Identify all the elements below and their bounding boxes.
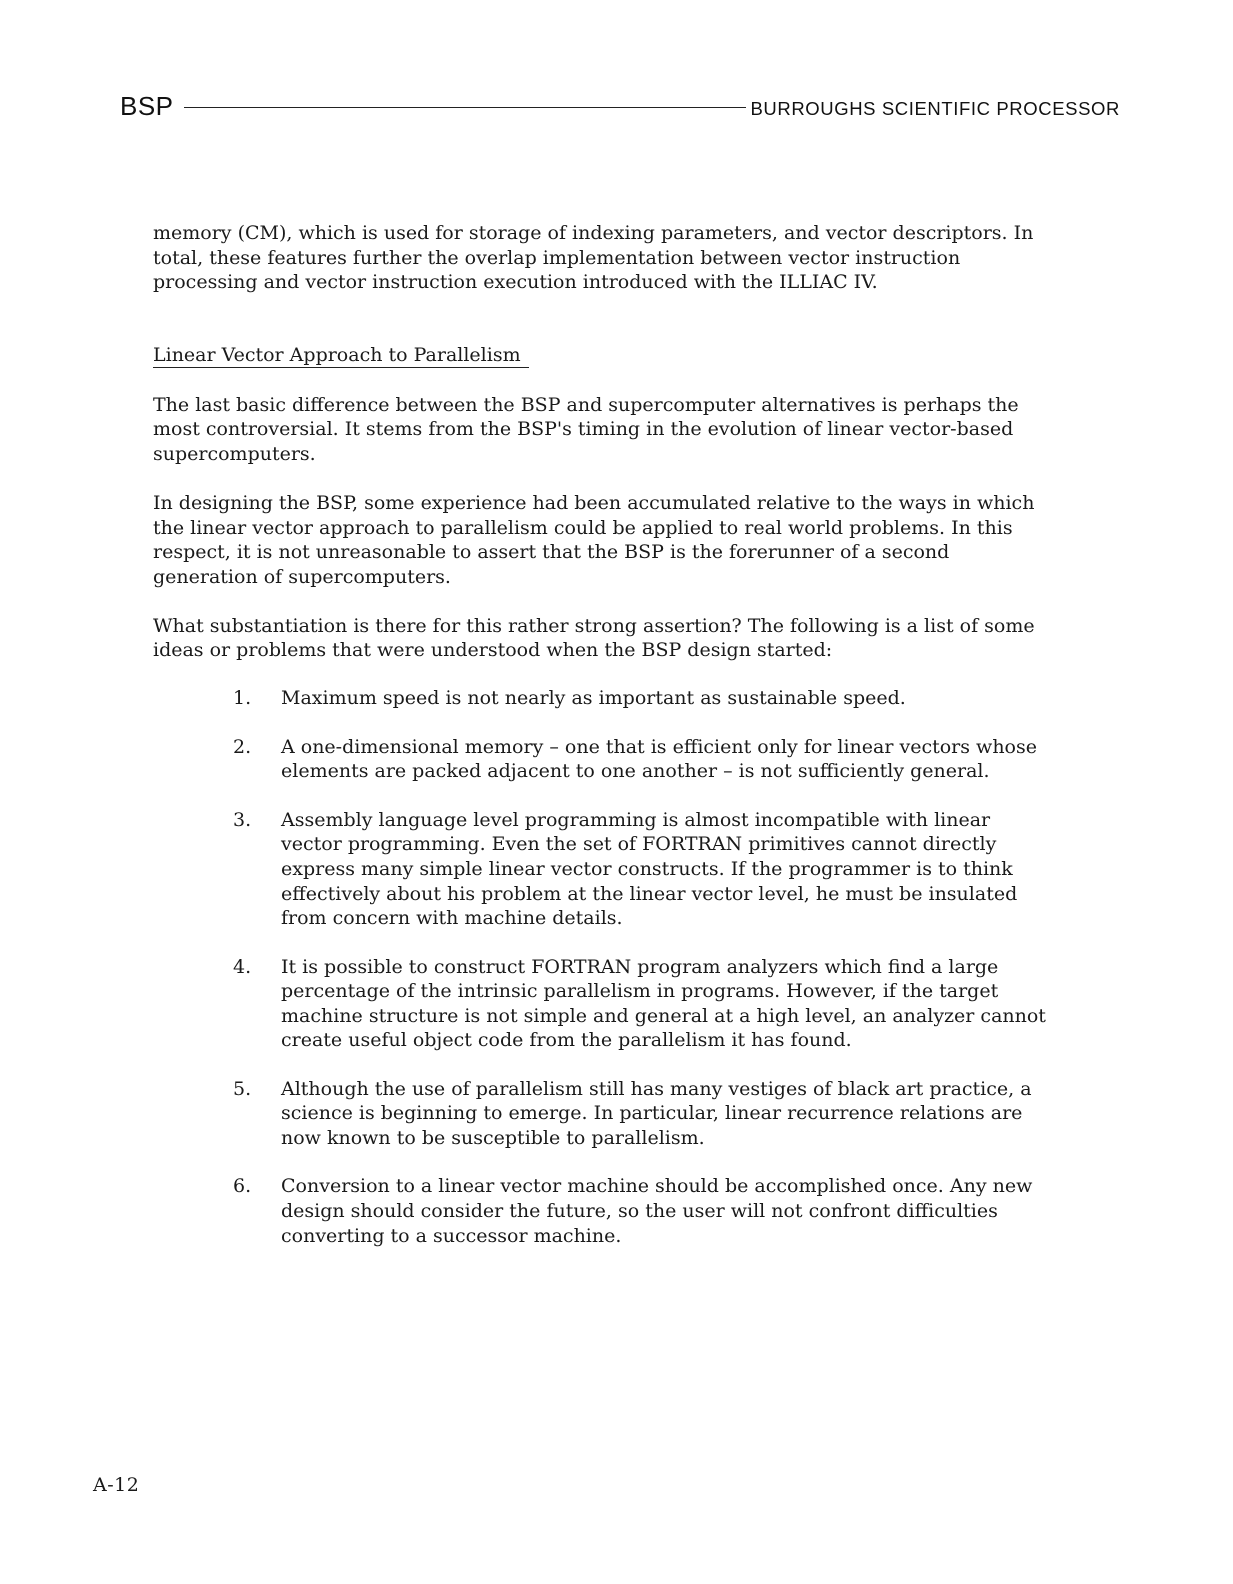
list-item-text: Conversion to a linear vector machine should be accomplished once. Any new design should consider the future, so the user will not confront difficulties converting to a successor machine. <box>281 1175 1033 1247</box>
list-item-text: Assembly language level programming is almost incompatible with linear vector programming. Even the set of FORTRAN primitives cannot directly express many simple linear vector constructs. If the programmer is to think effectively about his problem at the linear vector level, he must be insulated from concern with machine details. <box>281 808 1018 930</box>
list-item <box>233 808 1053 931</box>
section-paragraph-3: What substantiation is there for this rather strong assertion? The following is a list of some ideas or problems that were understood when the BSP design started: <box>153 614 1035 662</box>
intro-paragraph: memory (CM), which is used for storage of indexing parameters, and vector descriptors. In total, these features further the overlap implementation between vector instruction processing and vector instruction execution introduced with the ILLIAC IV. <box>153 222 1034 294</box>
ideas-list <box>153 686 1053 1248</box>
header-right-label: BURROUGHS SCIENTIFIC PROCESSOR <box>750 98 1120 119</box>
list-item-text: A one-dimensional memory – one that is efficient only for linear vectors whose elements are packed adjacent to one another – is not sufficiently general. <box>281 735 1037 783</box>
list-item-text: It is possible to construct FORTRAN program analyzers which find a large percentage of the intrinsic parallelism in programs. However, if the target machine structure is not simple and general at a high level, an analyzer cannot create useful object code from the parallelism it has found. <box>281 955 1046 1052</box>
list-item-number: 4. <box>233 955 252 978</box>
page-number: A-12 <box>93 1474 140 1496</box>
list-item <box>233 686 1053 711</box>
list-item-number: 2. <box>233 735 252 758</box>
page-body <box>153 221 1053 1272</box>
section-paragraph-1: The last basic difference between the BSP and supercomputer alternatives is perhaps the most controversial. It stems from the BSP's timing in the evolution of linear vector-based supercomputers. <box>153 393 1019 465</box>
list-item-number: 6. <box>233 1175 252 1198</box>
list-item <box>233 735 1053 784</box>
section-heading: Linear Vector Approach to Parallelism <box>153 343 529 368</box>
header-left-label: BSP <box>120 90 174 121</box>
list-item <box>233 955 1053 1053</box>
list-item-number: 5. <box>233 1077 252 1100</box>
list-item-text: Maximum speed is not nearly as important as sustainable speed. <box>281 687 906 710</box>
list-item-number: 1. <box>233 687 252 710</box>
list-item <box>233 1077 1053 1151</box>
list-item <box>233 1174 1053 1248</box>
section-paragraph-2: In designing the BSP, some experience had been accumulated relative to the ways in which the linear vector approach to parallelism could be applied to real world problems. In this respect, it is not unreasonable to assert that the BSP is the forerunner of a second generation of supercomputers. <box>153 491 1035 588</box>
list-item-text: Although the use of parallelism still has many vestiges of black art practice, a science is beginning to emerge. In particular, linear recurrence relations are now known to be susceptible to parallelism. <box>281 1077 1032 1149</box>
header-rule <box>184 107 747 108</box>
list-item-number: 3. <box>233 808 252 831</box>
page-header <box>120 90 1120 122</box>
